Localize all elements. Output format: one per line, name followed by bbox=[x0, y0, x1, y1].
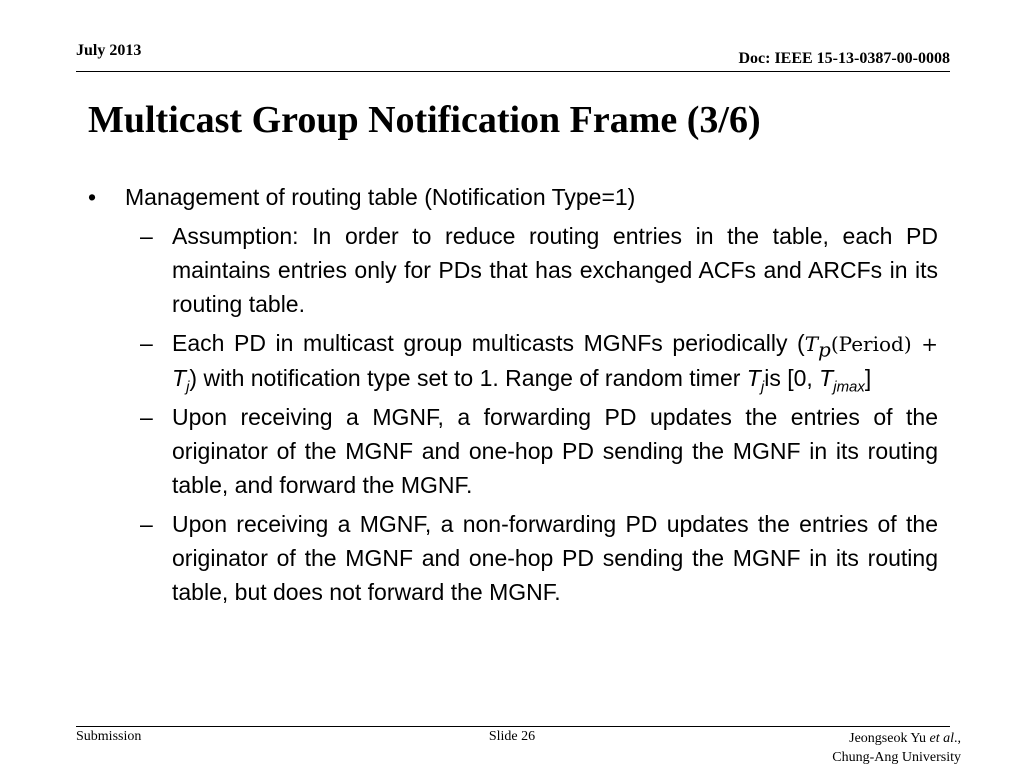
footer-author-punct: ., bbox=[954, 731, 961, 746]
bullet-marker: • bbox=[88, 184, 97, 210]
header-divider bbox=[76, 71, 950, 72]
sub-item-text: Each PD in multicast group multicasts MGNFs periodically ( bbox=[172, 330, 805, 356]
dash-marker: – bbox=[140, 511, 153, 537]
math-tj-subscript-2: j bbox=[760, 378, 765, 396]
sub-item-text: Upon receiving a MGNF, a non-forwarding PD updates the entries of the originator of the MGNF and one-hop PD sending the MGNF in its routing table, but does not forward the MGNF. bbox=[172, 511, 938, 605]
sub-item-non-forwarding bbox=[88, 507, 938, 609]
footer-slide-number: Slide 26 bbox=[488, 729, 536, 744]
footer-affiliation: Chung-Ang University bbox=[832, 750, 961, 765]
sub-item-text: Upon receiving a MGNF, a forwarding PD updates the entries of the originator of the MGNF and one-hop PD sending the MGNF in its routing table, and forward the MGNF. bbox=[172, 404, 938, 498]
footer-divider bbox=[76, 726, 950, 727]
math-t-subscript: p bbox=[818, 337, 831, 362]
bullet-text: Management of routing table (Notification Type=1) bbox=[125, 184, 636, 210]
footer-author-etal: et al bbox=[929, 731, 954, 746]
math-tj-subscript: j bbox=[186, 378, 190, 396]
footer-author-block bbox=[832, 729, 961, 767]
sub-item-text: ) with notification type set to 1. Range of random timer bbox=[189, 365, 747, 391]
sub-item-text: Assumption: In order to reduce routing entries in the table, each PD maintains entries only for PDs that has exchanged ACFs and ARCFs in its routing table. bbox=[172, 223, 938, 317]
math-t-symbol: T bbox=[804, 332, 819, 356]
math-tjmax-symbol: T bbox=[819, 365, 834, 391]
bullet-item bbox=[88, 180, 938, 214]
sub-item-assumption bbox=[88, 219, 938, 321]
sub-item-text: ] bbox=[864, 365, 872, 391]
math-plus: + bbox=[911, 332, 938, 356]
math-period: (Period) bbox=[830, 332, 912, 356]
footer-author-name: Jeongseok Yu bbox=[849, 731, 930, 746]
dash-marker: – bbox=[140, 330, 153, 356]
header-date: July 2013 bbox=[76, 42, 142, 59]
header-doc-id: Doc: IEEE 15-13-0387-00-0008 bbox=[738, 50, 950, 67]
dash-marker: – bbox=[140, 223, 153, 249]
sub-item-text: is [0, bbox=[764, 365, 820, 391]
math-tj-symbol: T bbox=[172, 365, 187, 391]
slide-title: Multicast Group Notification Frame (3/6) bbox=[88, 99, 761, 141]
sub-item-periodic bbox=[88, 326, 938, 395]
sub-item-forwarding bbox=[88, 400, 938, 502]
dash-marker: – bbox=[140, 404, 153, 430]
slide-body bbox=[88, 180, 938, 609]
math-tjmax-subscript: jmax bbox=[833, 378, 865, 396]
footer-author bbox=[832, 729, 961, 748]
math-tj-symbol-2: T bbox=[746, 365, 761, 391]
footer-submission: Submission bbox=[76, 729, 142, 744]
